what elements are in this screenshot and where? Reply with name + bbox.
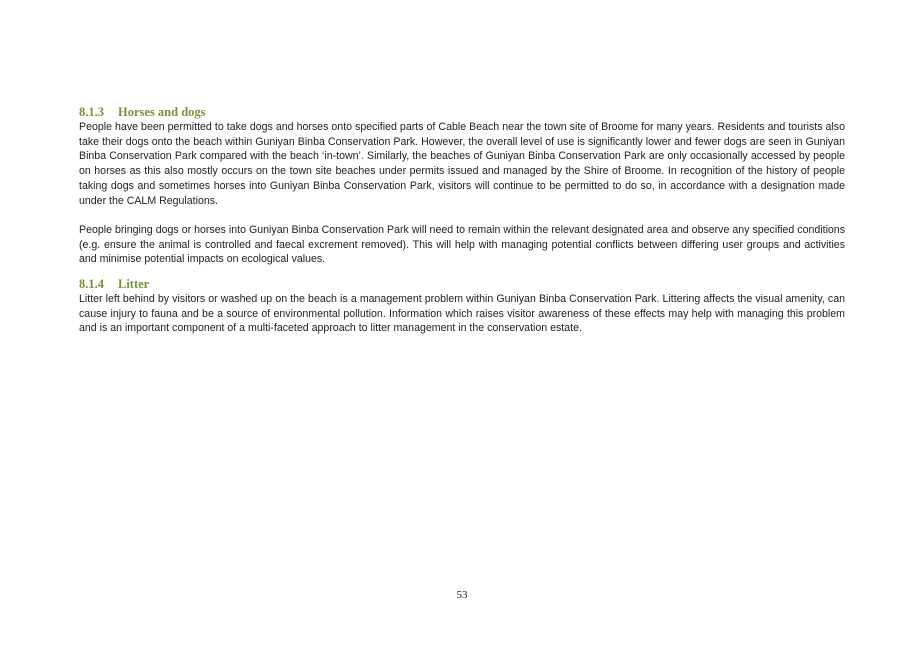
page-number: 53 bbox=[456, 589, 468, 601]
section-title: Horses and dogs bbox=[118, 105, 206, 119]
section-horses-and-dogs bbox=[79, 104, 845, 267]
section-litter bbox=[79, 276, 845, 336]
section-title: Litter bbox=[118, 277, 150, 292]
section-heading bbox=[79, 104, 845, 120]
paragraph: Litter left behind by visitors or washed up on the beach is a management problem within Guniyan Binba Conservation Park. Littering affects the visual amenity, can cause injury to fauna and be a source of environmental pollution. Information which raises visitor awareness of these effects may help with managing this problem and is an important component of a multi-faceted approach to litter management in the conservation estate. bbox=[79, 293, 845, 335]
paragraph: People have been permitted to take dogs and horses onto specified parts of Cable Beach near the town site of Broome for many years. Residents and tourists also take their dogs onto the beach within Guniyan Binba Conservation Park. However, the overall level of use is significantly lower and fewer dogs are seen in Guniyan Binba Conservation Park compared with the beach ‘in-town’. Similarly, the beaches of Guniyan Binba Conservation Park are only occasionally accessed by people on horses as this also mostly occurs on the town site beaches under permits issued and managed by the Shire of Broome. In recognition of the history of people taking dogs and sometimes horses into Guniyan Binba Conservation Park, visitors will continue to be permitted to do so, in accordance with a designation made under the CALM Regulations. bbox=[79, 121, 845, 207]
section-heading bbox=[79, 276, 845, 292]
page-content bbox=[79, 104, 845, 336]
section-number: 8.1.4 bbox=[79, 277, 104, 292]
paragraph: People bringing dogs or horses into Guniyan Binba Conservation Park will need to remain within the relevant designated area and observe any specified conditions (e.g. ensure the animal is controlled and faecal excrement removed). This will help with managing potential conflicts between differing user groups and activities and minimise potential impacts on ecological values. bbox=[79, 223, 845, 266]
paragraph-spacer bbox=[79, 208, 845, 223]
section-number: 8.1.3 bbox=[79, 105, 104, 119]
